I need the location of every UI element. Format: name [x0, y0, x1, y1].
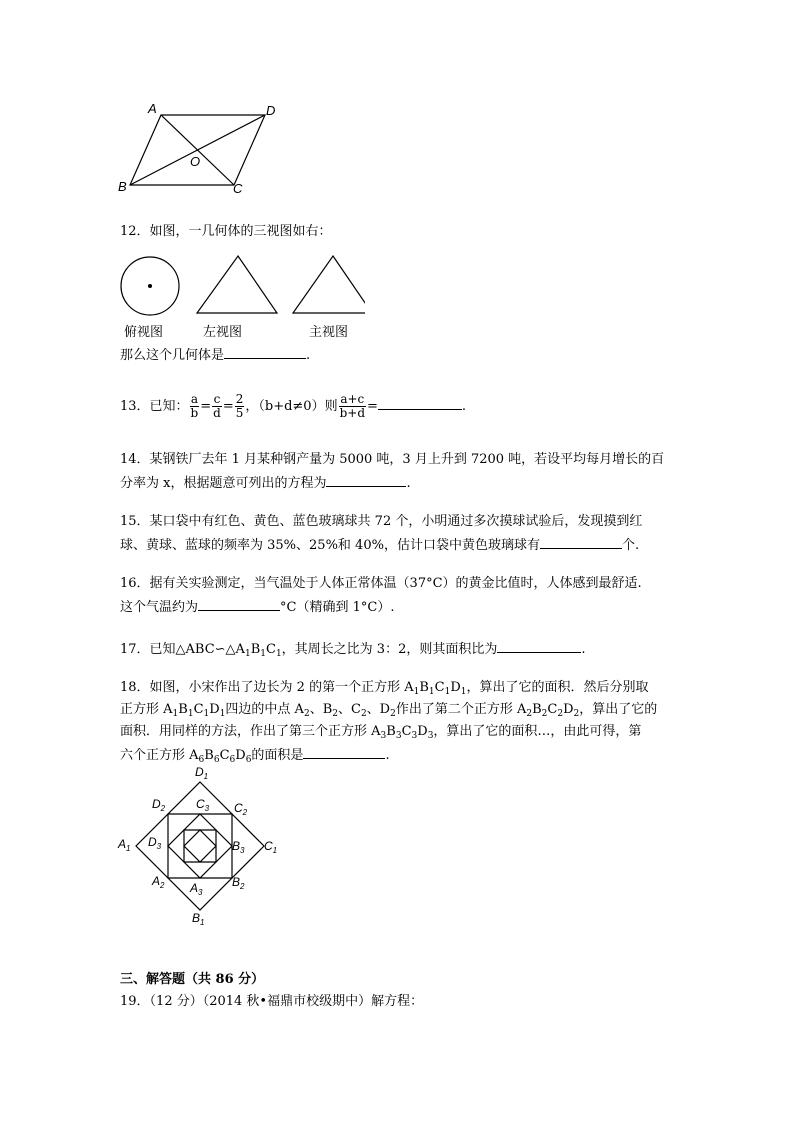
- square-5: [184, 830, 216, 862]
- q14-line1: 14．某钢铁厂去年 1 月某种钢产量为 5000 吨，3 月上升到 7200 吨，若设平均每月增长的百: [120, 452, 665, 467]
- view-label-front: 主视图: [309, 324, 349, 339]
- q17-tail: .: [581, 642, 586, 657]
- label-A2: $A_2$: [152, 874, 165, 890]
- q16-end: °C（精确到 1°C）.: [280, 600, 395, 615]
- parallelogram-figure: [110, 96, 300, 200]
- nested-squares-figure: [112, 762, 287, 927]
- view-label-top: 俯视图: [124, 324, 164, 339]
- label-C3: $C_3$: [196, 797, 210, 813]
- q19-text: 19．（12 分）（2014 秋•福鼎市校级期中）解方程：: [120, 994, 424, 1009]
- q16-answer-blank[interactable]: [198, 596, 280, 611]
- q16-line2-text: 这个气温约为: [120, 600, 199, 615]
- q13-line: 13．已知： $\frac{a}{b}$ = $\frac{c}{d}$ = $\frac{2}{5}$ ，（b+d≠0）则 $\frac{a+c}{b+d}$ = .: [120, 392, 467, 420]
- fraction-2-5: $\frac{2}{5}$: [235, 392, 244, 420]
- section-3-title: 三、解答题（共 86 分）: [120, 972, 265, 987]
- label-B3: $B_3$: [232, 839, 245, 855]
- q12-text: 12．如图，一几何体的三视图如右：: [120, 224, 332, 239]
- q14-end: .: [406, 476, 411, 491]
- q17-text: 17．已知△ABC∽△A: [120, 642, 245, 657]
- q18-line2: 正方形 $A_1B_1C_1D_1$四边的中点 $A_2$、$B_2$、$C_2$、$D_2$作出了第二个正方形 $A_2B_2C_2D_2$，算出了它的: [120, 702, 658, 719]
- square-2: [168, 814, 232, 878]
- q13-end: .: [461, 399, 467, 414]
- label-A1: $A_1$: [118, 837, 131, 853]
- q16-line2: [120, 596, 394, 618]
- q18-line3: 面积．用同样的方法，作出了第三个正方形 $A_3B_3C_3D_3$，算出了它的面积…，由此可得，第: [120, 724, 642, 741]
- q14-answer-blank[interactable]: [326, 472, 406, 487]
- q15-line2: [120, 534, 639, 556]
- label-C2: $C_2$: [234, 801, 248, 817]
- three-views-figure: [115, 250, 365, 320]
- label-C: C: [233, 181, 243, 196]
- label-B: B: [118, 179, 127, 194]
- square-3: [168, 814, 232, 878]
- q15-end: 个.: [621, 538, 640, 553]
- label-B2: $B_2$: [232, 875, 245, 891]
- q18-line1: 18．如图，小宋作出了边长为 2 的第一个正方形 $A_1B_1C_1D_1$，算出了它的面积．然后分别取: [120, 680, 649, 697]
- label-B1: $B_1$: [192, 911, 205, 927]
- q16-line1: 16．据有关实验测定，当气温处于人体正常体温（37°C）的黄金比值时，人体感到最舒适.: [120, 576, 642, 591]
- view-label-left: 左视图: [203, 324, 243, 339]
- q12-answer-blank[interactable]: [224, 344, 306, 359]
- q17-mid: ，其周长之比为 3：2，则其面积比为: [281, 642, 498, 657]
- q17-line: 17．已知$\triangle ABC∽\triangle A_1B_1C_1$，其周长之比为 3：2，则其面积比为 .: [120, 638, 586, 664]
- square-4: [184, 830, 216, 862]
- q15-answer-blank[interactable]: [540, 534, 622, 549]
- q12-answer-text: 那么这个几何体是: [120, 348, 225, 363]
- label-D3: $D_3$: [148, 835, 162, 851]
- label-D2: $D_2$: [152, 797, 166, 813]
- q13-answer-blank[interactable]: [378, 395, 462, 410]
- q12-answer-line: [120, 344, 310, 366]
- label-A3: $A_3$: [190, 881, 203, 897]
- fraction-a-b: $\frac{a}{b}$: [190, 392, 199, 420]
- q15-line2-text: 球、黄球、蓝球的频率为 35%、25%和 40%，估计口袋中黄色玻璃球有: [120, 538, 540, 553]
- q14-line2-text: 分率为 x，根据题意可列出的方程为: [120, 476, 327, 491]
- q18-line4: 六个正方形 $A_6B_6C_6D_6$的面积是 .: [120, 744, 390, 770]
- label-D: D: [266, 103, 276, 118]
- q13-condition: ，（b+d≠0）则: [245, 399, 338, 414]
- q13-prefix: 13．已知：: [120, 399, 189, 414]
- q18-answer-blank[interactable]: [303, 744, 385, 759]
- label-O: O: [190, 154, 201, 169]
- q17-answer-blank[interactable]: [497, 638, 581, 653]
- q14-line2: [120, 472, 411, 494]
- q15-line1: 15．某口袋中有红色、黄色、蓝色玻璃球共 72 个，小明通过多次摸球试验后，发现摸到红: [120, 514, 643, 529]
- q12-end: .: [306, 348, 311, 363]
- q13-eq: =: [367, 399, 378, 414]
- fraction-c-d: $\frac{c}{d}$: [213, 392, 221, 420]
- label-D1: $D_1$: [195, 765, 209, 781]
- fraction-ac-bd: $\frac{a+c}{b+d}$: [339, 392, 365, 420]
- label-A: A: [148, 101, 157, 116]
- label-C1: $C_1$: [264, 839, 278, 855]
